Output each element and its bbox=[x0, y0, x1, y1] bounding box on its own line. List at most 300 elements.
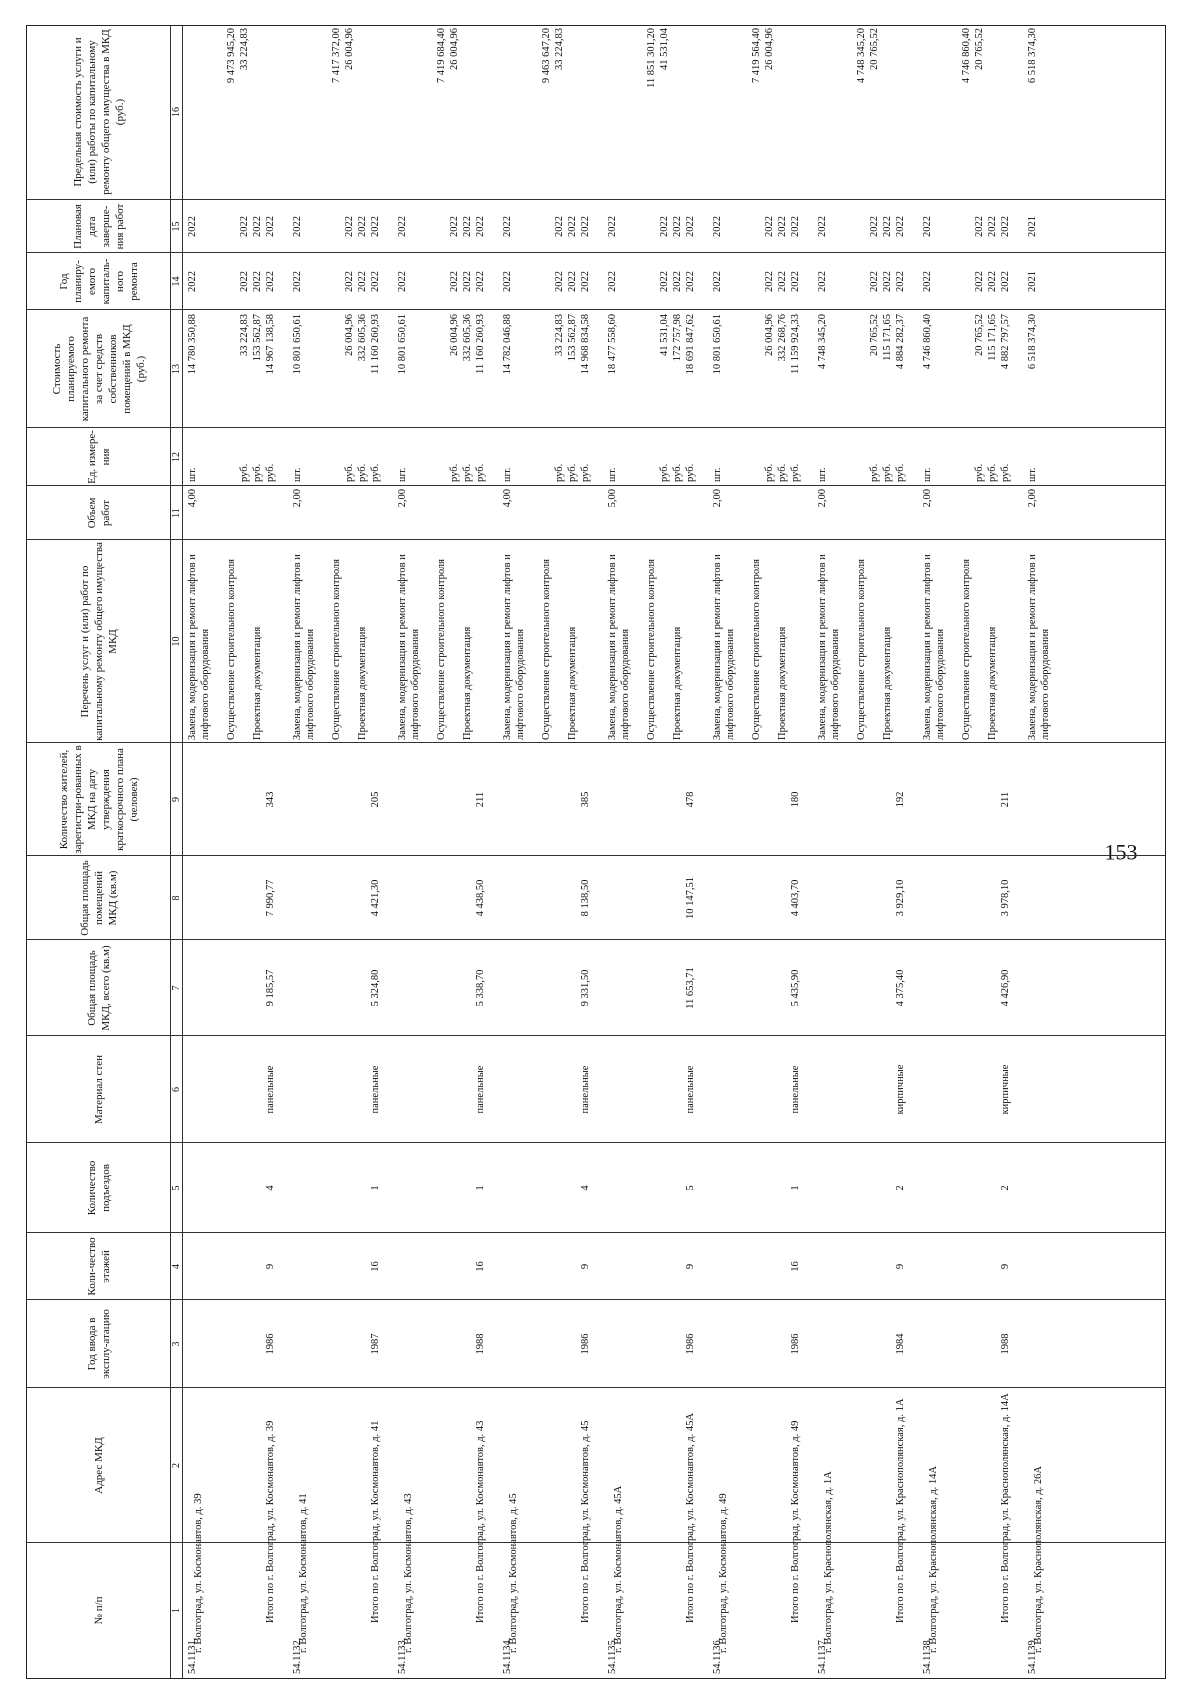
unit: руб. bbox=[685, 463, 696, 482]
cost-design: 153 562,87 bbox=[567, 314, 578, 362]
residents: 385 bbox=[580, 791, 591, 808]
column-header: Адрес МКД bbox=[92, 1437, 105, 1494]
unit: руб. bbox=[449, 463, 460, 482]
column-number: 14 bbox=[171, 276, 182, 287]
unit: руб. bbox=[554, 463, 565, 482]
finish-year: 2022 bbox=[987, 216, 998, 237]
unit: руб. bbox=[869, 463, 880, 482]
column-header: Плановая дата заверше-ния работ bbox=[71, 203, 126, 250]
cost-control: 20 765,52 bbox=[869, 314, 880, 356]
finish-year: 2022 bbox=[607, 216, 618, 237]
work-design: Проектная документация bbox=[357, 626, 368, 740]
work-replace: Замена, модернизация и ремонт лифтов и лифтового оборудования bbox=[712, 554, 736, 740]
finish-year: 2022 bbox=[974, 216, 985, 237]
repair-year: 2022 bbox=[607, 271, 618, 292]
residents: 478 bbox=[685, 791, 696, 808]
finish-year: 2022 bbox=[397, 216, 408, 237]
column-divider bbox=[27, 939, 1165, 940]
column-number: 5 bbox=[171, 1185, 182, 1191]
repair-year: 2022 bbox=[659, 271, 670, 292]
work-control: Осуществление строительного контроля bbox=[856, 558, 867, 740]
cost-design: 115 171,65 bbox=[882, 314, 893, 361]
cost-total: 4 882 797,57 bbox=[1000, 314, 1011, 370]
column-divider bbox=[27, 1387, 1165, 1388]
unit: шт. bbox=[292, 467, 303, 482]
column-header: Количество жителей, зарегистри-рованных в МКД на дату утверждения краткосрочного плана (человек) bbox=[57, 745, 140, 854]
column-header: Общая площадь помещений МКД (кв.м) bbox=[78, 860, 119, 936]
unit: руб. bbox=[580, 463, 591, 482]
limit-replace: 7 419 684,40 bbox=[436, 28, 447, 84]
cost-design: 332 268,76 bbox=[777, 314, 788, 362]
finish-year: 2022 bbox=[475, 216, 486, 237]
repair-year: 2022 bbox=[974, 271, 985, 292]
page-number: 153 bbox=[1104, 839, 1138, 865]
finish-year: 2022 bbox=[895, 216, 906, 237]
work-volume: 2,00 bbox=[397, 489, 408, 508]
column-divider bbox=[27, 742, 1165, 743]
work-design: Проектная документация bbox=[252, 626, 263, 740]
cost-replace: 10 801 650,61 bbox=[292, 314, 303, 375]
unit: руб. bbox=[882, 463, 893, 482]
finish-year: 2022 bbox=[685, 216, 696, 237]
cost-replace: 10 801 650,61 bbox=[397, 314, 408, 375]
unit: руб. bbox=[567, 463, 578, 482]
finish-year: 2022 bbox=[567, 216, 578, 237]
column-number: 4 bbox=[171, 1264, 182, 1269]
cost-replace: 4 746 860,40 bbox=[922, 314, 933, 370]
residents: 192 bbox=[895, 791, 906, 808]
total-label: Итого по г. Волгоград, ул. Космонавтов, д. 49 bbox=[790, 1420, 801, 1623]
entrances: 4 bbox=[580, 1185, 591, 1191]
residents: 205 bbox=[370, 791, 381, 808]
address: г. Волгоград, ул. Космонавтов, д. 45 bbox=[508, 1493, 519, 1653]
work-control: Осуществление строительного контроля bbox=[646, 558, 657, 740]
unit: шт. bbox=[1027, 467, 1038, 482]
entrances: 1 bbox=[475, 1185, 486, 1191]
entrances: 2 bbox=[895, 1185, 906, 1191]
column-number-rule bbox=[182, 26, 183, 1678]
commission-year: 1986 bbox=[790, 1333, 801, 1355]
address: г. Волгоград, ул. Космонавтов, д. 41 bbox=[298, 1493, 309, 1653]
work-control: Осуществление строительного контроля bbox=[541, 558, 552, 740]
unit: руб. bbox=[462, 463, 473, 482]
row-number: 54.1138. bbox=[922, 1637, 933, 1674]
cost-design: 172 757,98 bbox=[672, 314, 683, 362]
work-volume: 2,00 bbox=[1027, 489, 1038, 508]
premises-area: 3 978,10 bbox=[1000, 879, 1011, 917]
premises-area: 7 990,77 bbox=[265, 879, 276, 917]
repair-year: 2022 bbox=[869, 271, 880, 292]
wall-material: панельные bbox=[265, 1065, 276, 1114]
cost-control: 20 765,52 bbox=[974, 314, 985, 356]
repair-year: 2021 bbox=[1027, 271, 1038, 292]
column-number: 6 bbox=[171, 1087, 182, 1092]
work-replace: Замена, модернизация и ремонт лифтов и лифтового оборудования bbox=[397, 554, 421, 740]
finish-year: 2022 bbox=[370, 216, 381, 237]
column-number: 16 bbox=[171, 107, 182, 117]
wall-material: кирпичные bbox=[895, 1064, 906, 1115]
floors: 16 bbox=[475, 1261, 486, 1272]
repair-year: 2022 bbox=[370, 271, 381, 292]
repair-year: 2022 bbox=[895, 271, 906, 292]
wall-material: панельные bbox=[685, 1065, 696, 1114]
work-volume: 5,00 bbox=[607, 489, 618, 508]
address: г. Волгоград, ул. Космонавтов, д. 49 bbox=[718, 1493, 729, 1653]
commission-year: 1988 bbox=[1000, 1333, 1011, 1355]
column-header: Ед. измере-ния bbox=[85, 430, 112, 484]
finish-year: 2022 bbox=[502, 216, 513, 237]
work-design: Проектная документация bbox=[462, 626, 473, 740]
column-header: Стоимость планируемого капитального ремонта за счет средств собственников помещений в МКД (руб.) bbox=[50, 316, 147, 422]
repair-year: 2022 bbox=[567, 271, 578, 292]
work-design: Проектная документация bbox=[882, 626, 893, 740]
column-header: Год планиру-емого капиталь-ного ремонта bbox=[57, 258, 140, 305]
finish-year: 2022 bbox=[1000, 216, 1011, 237]
floors: 9 bbox=[580, 1263, 591, 1270]
cost-control: 26 004,96 bbox=[764, 314, 775, 356]
address: г. Волгоград, ул. Космонавтов, д. 43 bbox=[403, 1493, 414, 1653]
repair-year: 2022 bbox=[777, 271, 788, 292]
limit-replace: 4 746 860,40 bbox=[961, 28, 972, 84]
commission-year: 1987 bbox=[370, 1333, 381, 1355]
work-volume: 2,00 bbox=[922, 489, 933, 508]
cost-control: 41 531,04 bbox=[659, 314, 670, 356]
premises-area: 3 929,10 bbox=[895, 879, 906, 917]
cost-total: 4 884 282,37 bbox=[895, 314, 906, 370]
cost-replace: 18 477 558,60 bbox=[607, 314, 618, 375]
row-number: 54.1132. bbox=[292, 1637, 303, 1674]
repair-year: 2022 bbox=[187, 271, 198, 292]
cost-design: 332 605,36 bbox=[357, 314, 368, 362]
entrances: 4 bbox=[265, 1185, 276, 1191]
cost-total: 18 691 847,62 bbox=[685, 314, 696, 375]
finish-year: 2022 bbox=[672, 216, 683, 237]
unit: руб. bbox=[777, 463, 788, 482]
unit: руб. bbox=[344, 463, 355, 482]
finish-year: 2022 bbox=[580, 216, 591, 237]
unit: шт. bbox=[817, 467, 828, 482]
unit: руб. bbox=[895, 463, 906, 482]
column-number: 7 bbox=[171, 985, 182, 991]
floors: 9 bbox=[895, 1263, 906, 1270]
unit: шт. bbox=[607, 467, 618, 482]
premises-area: 10 147,51 bbox=[685, 877, 696, 919]
cost-total: 11 160 260,93 bbox=[475, 314, 486, 374]
repair-year: 2022 bbox=[1000, 271, 1011, 292]
repair-year: 2022 bbox=[764, 271, 775, 292]
unit: руб. bbox=[672, 463, 683, 482]
repair-year: 2022 bbox=[790, 271, 801, 292]
row-number: 54.1131. bbox=[187, 1637, 198, 1674]
finish-year: 2022 bbox=[265, 216, 276, 237]
repair-year: 2022 bbox=[357, 271, 368, 292]
unit: шт. bbox=[712, 467, 723, 482]
unit: руб. bbox=[357, 463, 368, 482]
total-area: 11 653,71 bbox=[685, 967, 696, 1009]
column-divider bbox=[27, 485, 1165, 486]
commission-year: 1986 bbox=[265, 1333, 276, 1355]
column-header: Материал стен bbox=[92, 1054, 105, 1125]
residents: 211 bbox=[475, 791, 486, 808]
column-header: Количество подъездов bbox=[85, 1160, 112, 1216]
residents: 211 bbox=[1000, 791, 1011, 808]
floors: 9 bbox=[685, 1263, 696, 1270]
work-replace: Замена, модернизация и ремонт лифтов и лифтового оборудования bbox=[187, 554, 211, 740]
column-divider bbox=[27, 1299, 1165, 1300]
repair-year: 2022 bbox=[502, 271, 513, 292]
address: г. Волгоград, ул. Краснополянская, д. 14А bbox=[928, 1466, 939, 1653]
premises-area: 4 438,50 bbox=[475, 879, 486, 917]
repair-year: 2022 bbox=[397, 271, 408, 292]
limit-replace: 7 419 564,40 bbox=[751, 28, 762, 84]
total-area: 5 338,70 bbox=[475, 969, 486, 1007]
cost-design: 332 605,36 bbox=[462, 314, 473, 362]
repair-year: 2022 bbox=[292, 271, 303, 292]
total-label: Итого по г. Волгоград, ул. Космонавтов, д. 45А bbox=[685, 1413, 696, 1623]
finish-year: 2022 bbox=[882, 216, 893, 237]
work-control: Осуществление строительного контроля bbox=[751, 558, 762, 740]
unit: руб. bbox=[764, 463, 775, 482]
limit-control: 26 004,96 bbox=[344, 28, 355, 70]
work-volume: 2,00 bbox=[817, 489, 828, 508]
finish-year: 2021 bbox=[1027, 216, 1038, 237]
work-design: Проектная документация bbox=[987, 626, 998, 740]
column-number: 8 bbox=[171, 895, 182, 901]
floors: 16 bbox=[370, 1261, 381, 1272]
unit: руб. bbox=[974, 463, 985, 482]
entrances: 2 bbox=[1000, 1185, 1011, 1191]
wall-material: панельные bbox=[370, 1065, 381, 1114]
limit-control: 41 531,04 bbox=[659, 28, 670, 70]
finish-year: 2022 bbox=[659, 216, 670, 237]
cost-control: 33 224,83 bbox=[239, 314, 250, 356]
total-label: Итого по г. Волгоград, ул. Краснополянская, д. 14А bbox=[1000, 1393, 1011, 1623]
wall-material: панельные bbox=[475, 1065, 486, 1114]
cost-design: 153 562,87 bbox=[252, 314, 263, 362]
column-number: 11 bbox=[171, 508, 182, 518]
repair-year: 2022 bbox=[252, 271, 263, 292]
repair-year: 2022 bbox=[987, 271, 998, 292]
repair-year: 2022 bbox=[685, 271, 696, 292]
column-number: 12 bbox=[171, 452, 182, 462]
repair-year: 2022 bbox=[922, 271, 933, 292]
row-number: 54.1139. bbox=[1027, 1637, 1038, 1674]
address: г. Волгоград, ул. Космонавтов, д. 45А bbox=[613, 1485, 624, 1653]
unit: шт. bbox=[922, 467, 933, 482]
work-control: Осуществление строительного контроля bbox=[436, 558, 447, 740]
work-replace: Замена, модернизация и ремонт лифтов и лифтового оборудования bbox=[922, 554, 946, 740]
row-number: 54.1137. bbox=[817, 1637, 828, 1674]
work-replace: Замена, модернизация и ремонт лифтов и лифтового оборудования bbox=[817, 554, 841, 740]
limit-control: 20 765,52 bbox=[974, 28, 985, 70]
column-header: Год ввода в эксплу-атацию bbox=[85, 1309, 112, 1379]
finish-year: 2022 bbox=[449, 216, 460, 237]
cost-total: 11 160 260,93 bbox=[370, 314, 381, 374]
cost-replace: 10 801 650,61 bbox=[712, 314, 723, 375]
repair-year: 2022 bbox=[239, 271, 250, 292]
repair-year: 2022 bbox=[449, 271, 460, 292]
limit-replace: 7 417 372,00 bbox=[331, 28, 342, 84]
entrances: 5 bbox=[685, 1185, 696, 1191]
cost-replace: 4 748 345,20 bbox=[817, 314, 828, 370]
column-header: Коли-чество этажей bbox=[85, 1237, 112, 1296]
total-area: 9 185,57 bbox=[265, 969, 276, 1007]
total-area: 4 426,90 bbox=[1000, 969, 1011, 1007]
finish-year: 2022 bbox=[462, 216, 473, 237]
total-label: Итого по г. Волгоград, ул. Космонавтов, д. 39 bbox=[265, 1420, 276, 1623]
unit: шт. bbox=[397, 467, 408, 482]
limit-replace: 4 748 345,20 bbox=[856, 28, 867, 84]
repair-year: 2022 bbox=[672, 271, 683, 292]
finish-year: 2022 bbox=[252, 216, 263, 237]
finish-year: 2022 bbox=[292, 216, 303, 237]
column-divider bbox=[27, 1142, 1165, 1143]
finish-year: 2022 bbox=[764, 216, 775, 237]
cost-control: 33 224,83 bbox=[554, 314, 565, 356]
unit: руб. bbox=[1000, 463, 1011, 482]
cost-design: 115 171,65 bbox=[987, 314, 998, 361]
repair-year: 2022 bbox=[475, 271, 486, 292]
work-replace: Замена, модернизация и ремонт лифтов и лифтового оборудования bbox=[1027, 554, 1051, 740]
total-area: 5 435,90 bbox=[790, 969, 801, 1007]
work-replace: Замена, модернизация и ремонт лифтов и лифтового оборудования bbox=[292, 554, 316, 740]
total-area: 4 375,40 bbox=[895, 969, 906, 1007]
column-header: № п/п bbox=[92, 1596, 105, 1625]
work-volume: 4,00 bbox=[187, 489, 198, 508]
row-number: 54.1136. bbox=[712, 1637, 723, 1674]
limit-control: 33 224,83 bbox=[239, 28, 250, 70]
unit: руб. bbox=[475, 463, 486, 482]
entrances: 1 bbox=[370, 1185, 381, 1191]
limit-replace: 11 851 301,20 bbox=[646, 28, 657, 88]
work-design: Проектная документация bbox=[567, 626, 578, 740]
premises-area: 8 138,50 bbox=[580, 879, 591, 917]
total-label: Итого по г. Волгоград, ул. Космонавтов, д. 45 bbox=[580, 1420, 591, 1623]
floors: 9 bbox=[265, 1263, 276, 1270]
column-divider bbox=[27, 1232, 1165, 1233]
unit: руб. bbox=[370, 463, 381, 482]
finish-year: 2022 bbox=[187, 216, 198, 237]
cost-total: 11 159 924,33 bbox=[790, 314, 801, 374]
column-number: 2 bbox=[171, 1463, 182, 1468]
limit-control: 26 004,96 bbox=[764, 28, 775, 70]
floors: 16 bbox=[790, 1261, 801, 1272]
entrances: 1 bbox=[790, 1185, 801, 1191]
cost-replace: 14 782 046,88 bbox=[502, 314, 513, 375]
column-divider bbox=[27, 855, 1165, 856]
total-label: Итого по г. Волгоград, ул. Космонавтов, д. 41 bbox=[370, 1420, 381, 1623]
row-number: 54.1135. bbox=[607, 1637, 618, 1674]
repair-year: 2022 bbox=[580, 271, 591, 292]
cost-control: 26 004,96 bbox=[344, 314, 355, 356]
repair-year: 2022 bbox=[462, 271, 473, 292]
repair-year: 2022 bbox=[712, 271, 723, 292]
column-header: Общая площадь МКД, всего (кв.м) bbox=[85, 945, 112, 1031]
unit: руб. bbox=[790, 463, 801, 482]
premises-area: 4 421,30 bbox=[370, 879, 381, 917]
wall-material: панельные bbox=[580, 1065, 591, 1114]
column-number: 3 bbox=[171, 1341, 182, 1347]
limit-replace: 9 463 647,20 bbox=[541, 28, 552, 84]
column-header: Объем работ bbox=[85, 497, 112, 529]
limit-control: 26 004,96 bbox=[449, 28, 460, 70]
unit: руб. bbox=[659, 463, 670, 482]
finish-year: 2022 bbox=[554, 216, 565, 237]
work-volume: 2,00 bbox=[712, 489, 723, 508]
unit: шт. bbox=[502, 467, 513, 482]
finish-year: 2022 bbox=[869, 216, 880, 237]
repair-year: 2022 bbox=[882, 271, 893, 292]
unit: руб. bbox=[987, 463, 998, 482]
repair-year: 2022 bbox=[265, 271, 276, 292]
column-divider bbox=[27, 1035, 1165, 1036]
wall-material: кирпичные bbox=[1000, 1064, 1011, 1115]
column-number: 1 bbox=[171, 1608, 182, 1613]
address: г. Волгоград, ул. Краснополянская, д. 26А bbox=[1033, 1466, 1044, 1653]
unit: руб. bbox=[252, 463, 263, 482]
finish-year: 2022 bbox=[239, 216, 250, 237]
commission-year: 1984 bbox=[895, 1333, 906, 1355]
column-header: Предельная стоимость услуги и (или) работы по капитальному ремонту общего имущества в МКД (руб.) bbox=[71, 29, 126, 195]
finish-year: 2022 bbox=[712, 216, 723, 237]
finish-year: 2022 bbox=[817, 216, 828, 237]
work-control: Осуществление строительного контроля bbox=[226, 558, 237, 740]
column-number: 9 bbox=[171, 797, 182, 802]
commission-year: 1986 bbox=[685, 1333, 696, 1355]
finish-year: 2022 bbox=[922, 216, 933, 237]
limit-replace: 9 473 945,20 bbox=[226, 28, 237, 84]
repair-year: 2022 bbox=[554, 271, 565, 292]
finish-year: 2022 bbox=[357, 216, 368, 237]
commission-year: 1988 bbox=[475, 1333, 486, 1355]
total-area: 5 324,80 bbox=[370, 969, 381, 1007]
address: г. Волгоград, ул. Краснополянская, д. 1А bbox=[823, 1471, 834, 1653]
floors: 9 bbox=[1000, 1263, 1011, 1270]
total-area: 9 331,50 bbox=[580, 969, 591, 1007]
cost-control: 26 004,96 bbox=[449, 314, 460, 356]
register-table bbox=[26, 25, 1166, 1679]
commission-year: 1986 bbox=[580, 1333, 591, 1355]
work-control: Осуществление строительного контроля bbox=[961, 558, 972, 740]
cost-total: 14 967 138,58 bbox=[265, 314, 276, 375]
work-volume: 4,00 bbox=[502, 489, 513, 508]
finish-year: 2022 bbox=[777, 216, 788, 237]
finish-year: 2022 bbox=[344, 216, 355, 237]
cost-replace: 6 518 374,30 bbox=[1027, 314, 1038, 370]
cost-replace: 14 780 350,88 bbox=[187, 314, 198, 375]
limit-control: 20 765,52 bbox=[869, 28, 880, 70]
repair-year: 2022 bbox=[344, 271, 355, 292]
column-number: 13 bbox=[171, 364, 182, 374]
address: г. Волгоград, ул. Космонавтов, д. 39 bbox=[193, 1493, 204, 1653]
work-replace: Замена, модернизация и ремонт лифтов и лифтового оборудования bbox=[607, 554, 631, 740]
unit: шт. bbox=[187, 467, 198, 482]
column-number: 10 bbox=[171, 636, 182, 647]
row-number: 54.1133. bbox=[397, 1637, 408, 1674]
total-label: Итого по г. Волгоград, ул. Краснополянская, д. 1А bbox=[895, 1398, 906, 1623]
residents: 180 bbox=[790, 791, 801, 808]
wall-material: панельные bbox=[790, 1065, 801, 1114]
total-label: Итого по г. Волгоград, ул. Космонавтов, д. 43 bbox=[475, 1420, 486, 1623]
work-design: Проектная документация bbox=[672, 626, 683, 740]
row-number: 54.1134. bbox=[502, 1637, 513, 1674]
column-header: Перечень услуг и (или) работ по капитальному ремонту общего имущества МКД bbox=[78, 542, 119, 741]
work-control: Осуществление строительного контроля bbox=[331, 558, 342, 740]
column-number: 15 bbox=[171, 221, 182, 232]
unit: руб. bbox=[265, 463, 276, 482]
premises-area: 4 403,70 bbox=[790, 879, 801, 917]
limit-replace: 6 518 374,30 bbox=[1027, 28, 1038, 84]
